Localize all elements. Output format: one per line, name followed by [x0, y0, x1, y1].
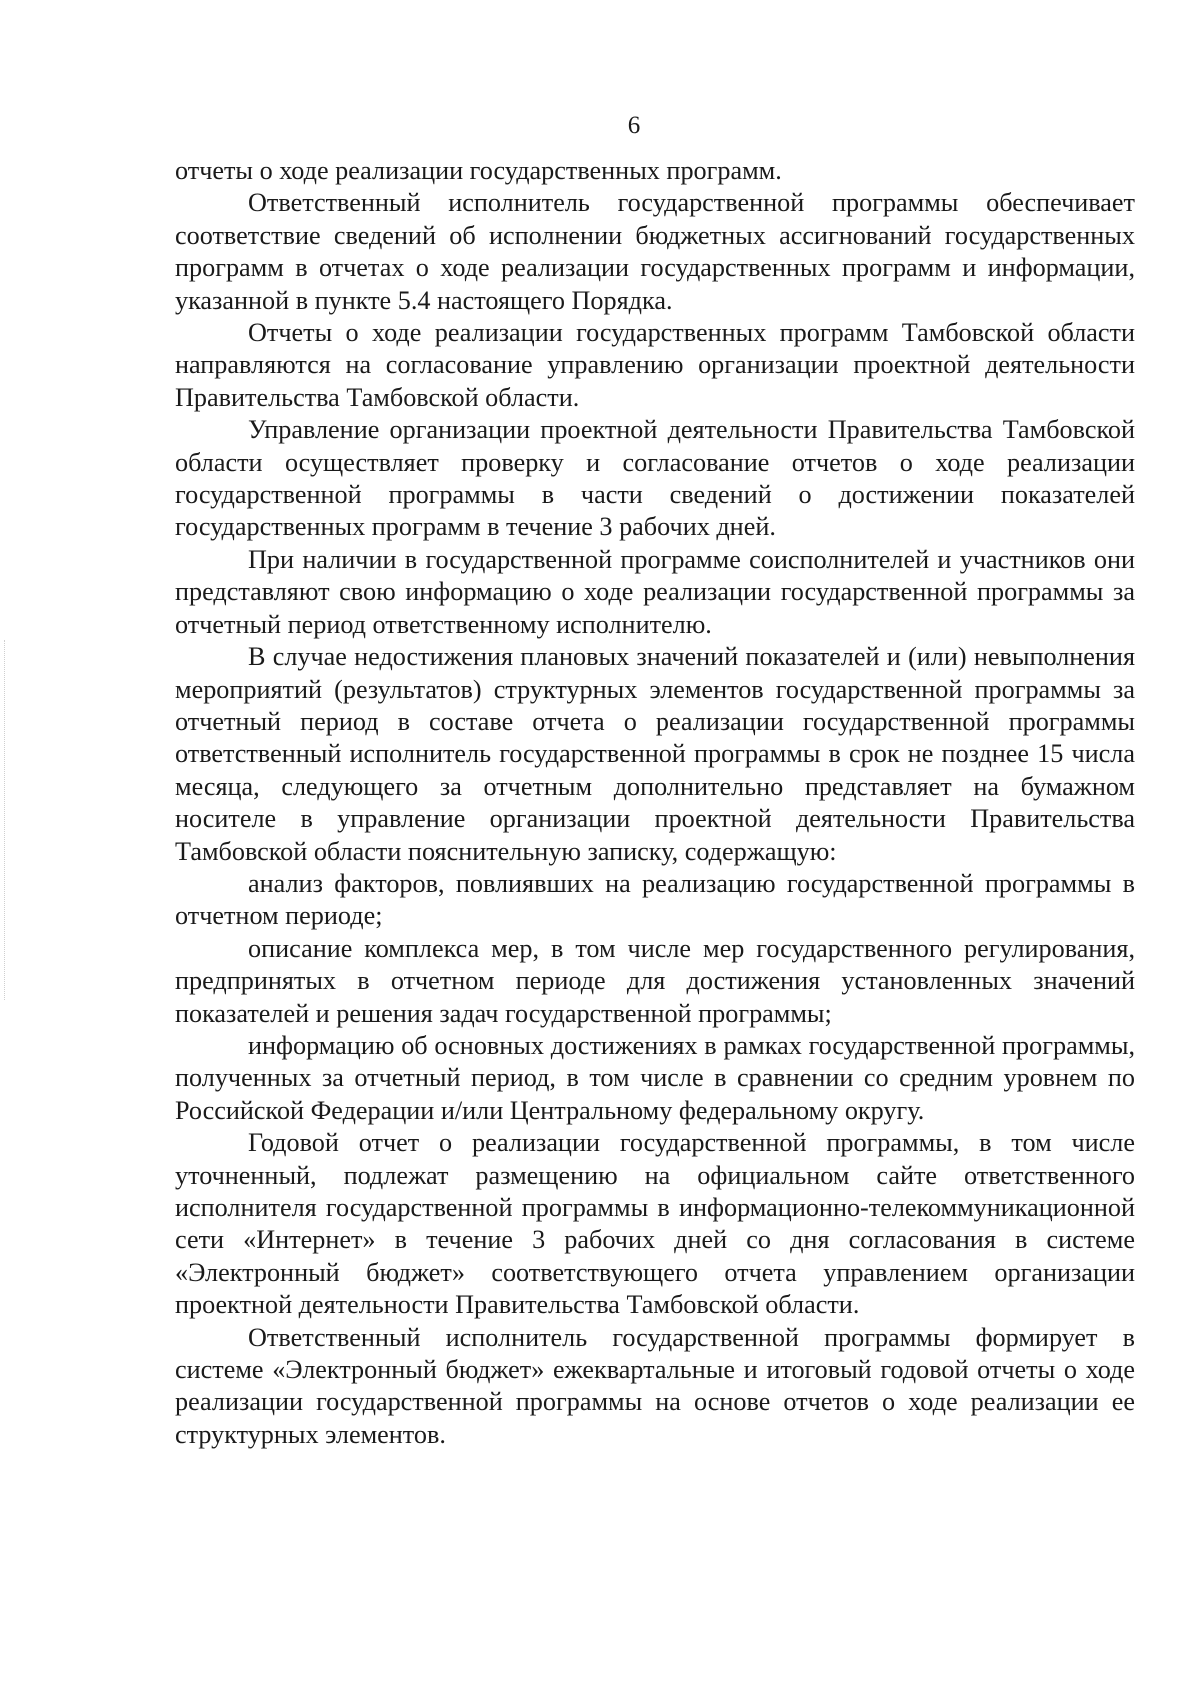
paragraph-achievements-info: информацию об основных достижениях в рамках государственной программы, полученных за отчетный период, в том числе в сравнении со средним уровнем по Российской Федерации и/или Центральному федеральному округу. — [175, 1030, 1135, 1125]
paragraph-reports-approval: Отчеты о ходе реализации государственных программ Тамбовской области направляются на согласование управлению организации проектной деятельности Правительства Тамбовской области. — [175, 318, 1135, 412]
document-body — [175, 155, 1135, 1451]
scan-edge-mark — [4, 640, 6, 1000]
paragraph-factor-analysis: анализ факторов, повлиявших на реализацию государственной программы в отчетном периоде; — [175, 868, 1135, 931]
paragraph-shortfall-case: В случае недостижения плановых значений показателей и (или) невыполнения мероприятий (результатов) структурных элементов государственной программы за отчетный период в составе отчета о реализации государственной программы ответственный исполнитель государственной программы в срок не позднее 15 числа месяца, следующего за отчетным дополнительно представляет на бумажном носителе в управление организации проектной деятельности Правительства Тамбовской области пояснительную записку, содержащую: — [175, 642, 1135, 866]
paragraph-measures-description: описание комплекса мер, в том числе мер государственного регулирования, предпринятых в отчетном периоде для достижения установленных значений показателей и решения задач государственной программы; — [175, 933, 1135, 1028]
paragraph-department-check: Управление организации проектной деятельности Правительства Тамбовской области осуществляет проверку и согласование отчетов о ходе реализации государственной программы в части сведений о достижении показателей государственных программ в течение 3 рабочих дней. — [175, 415, 1135, 542]
paragraph-electronic-budget: Ответственный исполнитель государственной программы формирует в системе «Электронный бюджет» ежеквартальные и итоговый годовой отчеты о ходе реализации государственной программы на основе отчетов о ходе реализации ее структурных элементов. — [175, 1322, 1135, 1449]
paragraph-responsible-executor: Ответственный исполнитель государственной программы обеспечивает соответствие сведений об исполнении бюджетных ассигнований государственных программ в отчетах о ходе реализации государственных программ и информации, указанной в пункте 5.4 настоящего Порядка. — [175, 188, 1135, 315]
paragraph-co-executors: При наличии в государственной программе соисполнителей и участников они представляют свою информацию о ходе реализации государственной программы за отчетный период ответственному исполнителю. — [175, 544, 1135, 639]
paragraph-continuation: отчеты о ходе реализации государственных программ. — [175, 156, 782, 185]
paragraph-annual-report: Годовой отчет о реализации государственной программы, в том числе уточненный, подлежат размещению на официальном сайте ответственного исполнителя государственной программы в информационно-телекоммуникационной сети «Интернет» в течение 3 рабочих дней со дня согласования в системе «Электронный бюджет» соответствующего отчета управлением организации проектной деятельности Правительства Тамбовской области. — [175, 1128, 1135, 1320]
page-number: 6 — [627, 112, 641, 139]
